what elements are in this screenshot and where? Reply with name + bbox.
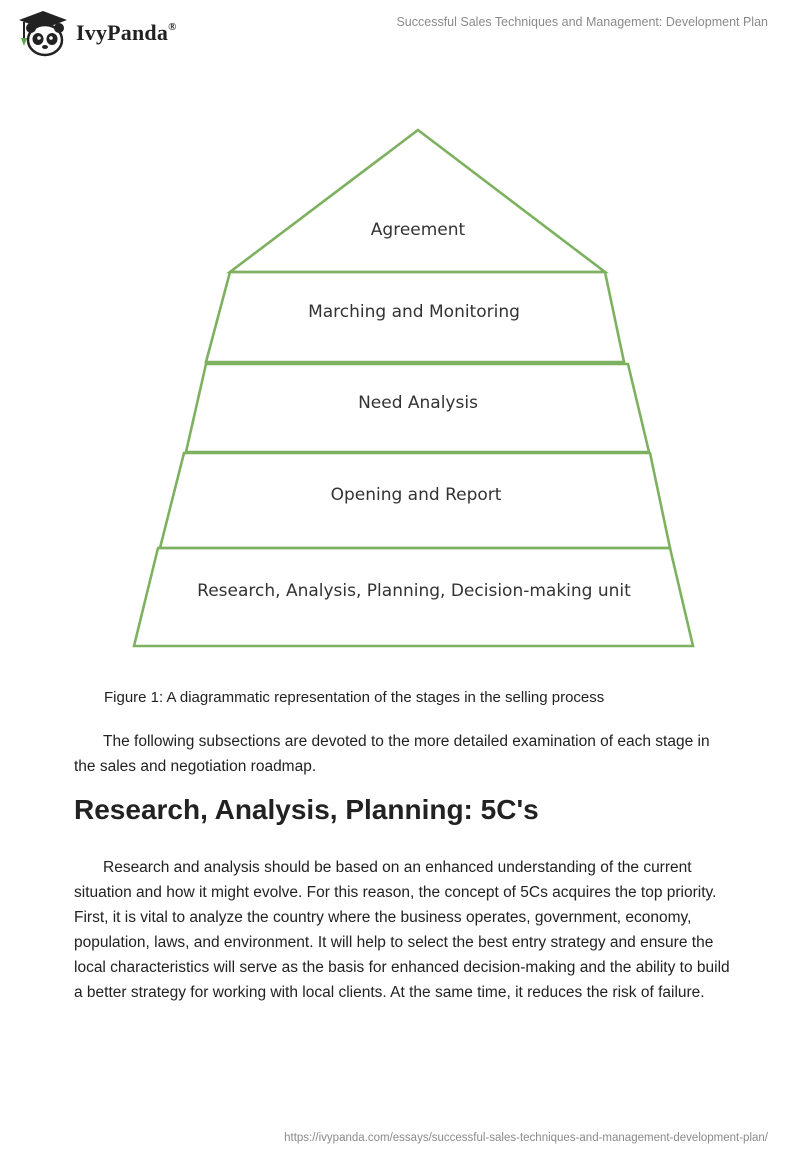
intro-paragraph: The following subsections are devoted to the more detailed examination of each stage in the sales and negotiation roadmap. <box>74 733 710 775</box>
body-paragraph: Research and analysis should be based on an enhanced understanding of the current situation and how it might evolve. For this reason, the concept of 5Cs acquires the top priority. First, it is vital to analyze the country where the business operates, government, economy, population, laws, and environment. It will help to select the best entry strategy and ensure the local characteristics will serve as the basis for enhanced decision-making and the ability to build a better strategy for working with local clients. At the same time, it reduces the risk of failure. <box>74 859 730 1001</box>
brand-logo[interactable] <box>14 8 177 58</box>
stage-label: Agreement <box>370 220 466 240</box>
figure-caption: Figure 1: A diagrammatic representation of the stages in the selling process <box>104 689 605 706</box>
stage-label: Research, Analysis, Planning, Decision-making unit <box>197 581 631 601</box>
document-title: Successful Sales Techniques and Management: Development Plan <box>396 15 768 29</box>
selling-process-pyramid <box>0 120 800 660</box>
section-heading: Research, Analysis, Planning: 5C's <box>74 794 539 825</box>
source-url[interactable]: https://ivypanda.com/essays/successful-sales-techniques-and-management-development-plan/ <box>284 1132 768 1144</box>
pyramid-tier-agreement <box>230 130 605 272</box>
stage-label: Marching and Monitoring <box>308 302 520 322</box>
brand-name: IvyPanda® <box>76 20 177 45</box>
stage-label: Need Analysis <box>358 393 478 413</box>
panda-graduate-icon <box>14 8 72 58</box>
stage-label: Opening and Report <box>330 485 502 505</box>
